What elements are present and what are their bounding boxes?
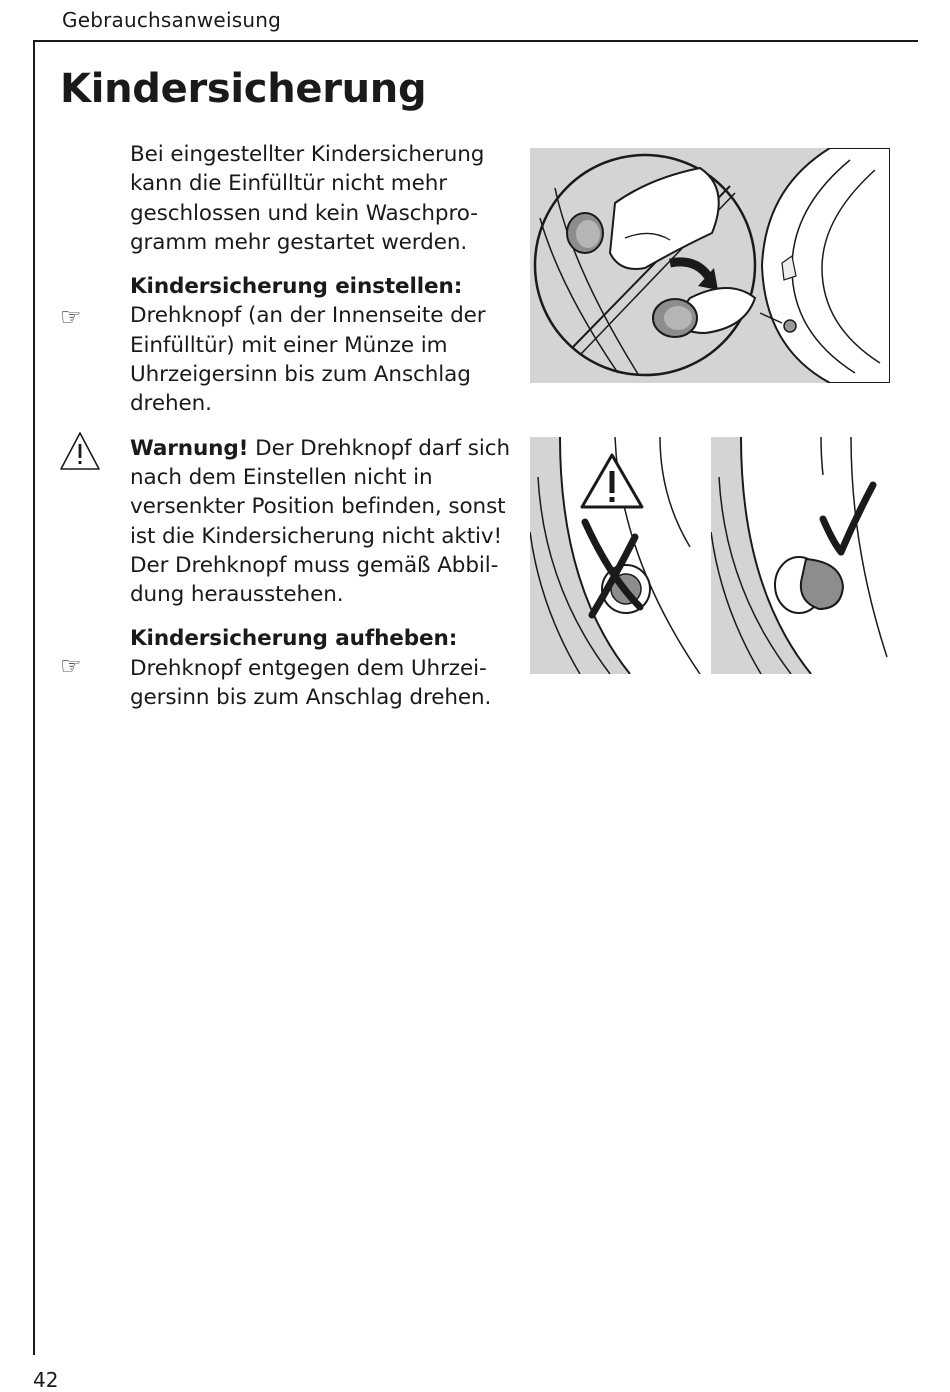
warning-label: Warnung! xyxy=(130,435,249,461)
page-title: Kindersicherung xyxy=(60,66,427,112)
page-number: 42 xyxy=(33,1368,59,1392)
figure-coin-turn xyxy=(530,148,890,383)
warning-text: Der Drehknopf darf sich nach dem Einstellen nicht in versenkter Position befinden, sonst ist die Kindersicherung nicht aktiv! Der Drehknopf muss gemäß Abbil-dung herausstehen. xyxy=(130,435,511,608)
figure-knob-correct xyxy=(711,437,889,674)
intro-paragraph: Bei eingestellter Kindersicherung kann die Einfülltür nicht mehr geschlossen und kein Waschpro-gramm mehr gestartet werden. xyxy=(130,142,485,255)
release-heading: Kindersicherung aufheben: xyxy=(130,626,458,652)
release-instruction: Drehknopf entgegen dem Uhrzei-gersinn bis zum Anschlag drehen. xyxy=(130,655,492,711)
set-heading: Kindersicherung einstellen: xyxy=(130,274,463,300)
set-instruction: Drehknopf (an der Innenseite der Einfülltür) mit einer Münze im Uhrzeigersinn bis zum Anschlag drehen. xyxy=(130,303,486,417)
pointing-hand-icon: ☞ xyxy=(60,652,82,680)
warning-paragraph xyxy=(130,434,510,610)
left-margin-rule xyxy=(33,40,35,1355)
warning-triangle-icon xyxy=(58,430,102,476)
body-text xyxy=(130,140,510,727)
running-header: Gebrauchsanweisung xyxy=(62,8,281,32)
header-rule xyxy=(33,40,918,42)
figure-knob-wrong xyxy=(530,437,705,674)
pointing-hand-icon: ☞ xyxy=(60,303,82,331)
